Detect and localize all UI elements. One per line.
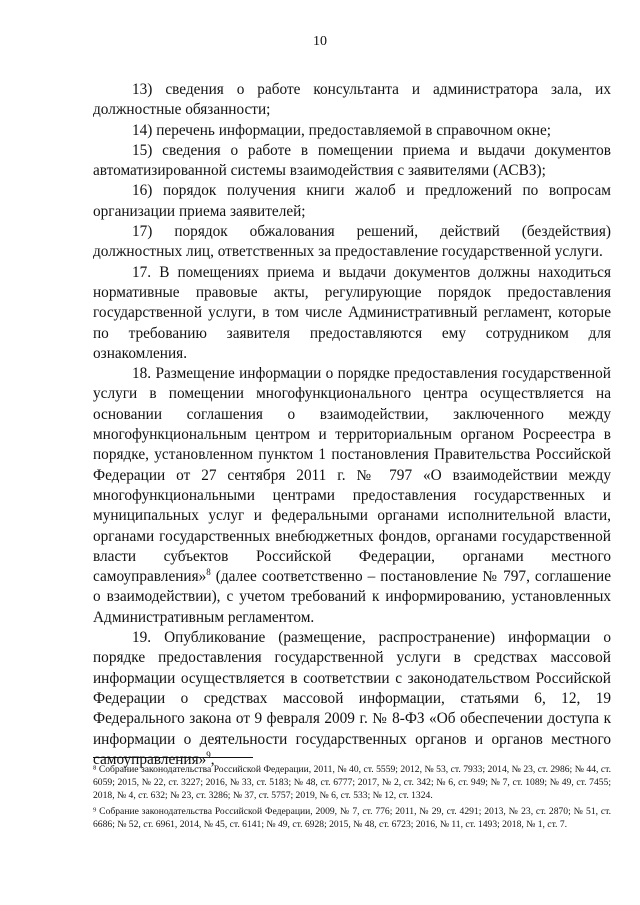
paragraph-text: 17. В помещениях приема и выдачи документов должны находиться нормативные правовые акты, регулирующие порядок предоставления государственной услуги, в том числе Административный регламент, которые по требованию заявителя предоставляются ему сотрудником для ознакомления. [93,263,611,362]
paragraph-text: 15) сведения о работе в помещении приема и выдачи документов автоматизированной системы взаимодействия с заявителями (АСВЗ); [93,141,611,180]
paragraph-clause-19 [93,628,611,770]
footnote-9: ⁹ Собрание законодательства Российской Федерации, 2009, № 7, ст. 776; 2011, № 29, ст. 4291; 2013, № 23, ст. 2870; № 51, ст. 6686; № 52, ст. 6961, 2014, № 45, ст. 6141; № 49, ст. 6928; 2015, № 48, ст. 6723; 2016, № 11, ст. 1493; 2018, № 1, ст. 7. [93,805,611,830]
paragraph-text: 16) порядок получения книги жалоб и предложений по вопросам организации приема заявителей; [93,182,611,220]
paragraph-text: 17) порядок обжалования решений, действий (бездействия) должностных лиц, ответственных за предоставление государственной услуги. [93,223,611,261]
paragraph-item-13 [93,80,611,121]
footnote-8: ⁸ Собрание законодательства Российской Федерации, 2011, № 40, ст. 5559; 2012, № 53, ст. 7933; 2014, № 23, ст. 2986; № 44, ст. 6059; 2015, № 22, ст. 3227; 2016, № 33, ст. 5183; № 48, ст. 6777; 2017, № 2, ст. 342; № 6, ст. 949; № 7, ст. 1089; № 49, ст. 7455; 2018, № 4, ст. 632; № 23, ст. 3286; № 37, ст. 5757; 2019, № 6, ст. 533; № 12, ст. 1324. [93,764,611,802]
paragraph-item-17 [93,222,611,263]
paragraph-clause-18 [93,364,611,628]
footnote-ref-8[interactable]: 8 [206,567,211,578]
paragraph-text: 13) сведения о работе консультанта и администратора зала, их должностные обязанности; [93,81,611,119]
paragraph-text: 14) перечень информации, предоставляемой в справочном окне; [132,121,552,139]
footnote-divider [93,757,253,758]
footnote-ref-9[interactable]: 9 [206,749,211,760]
body-text [93,80,611,770]
footnotes [93,763,611,833]
paragraph-text-continued: (далее соответственно – постановление № 797, соглашение о взаимодействии), с учетом требований к информированию, установленных Административным регламентом. [93,568,611,626]
paragraph-item-15 [93,141,611,182]
paragraph-item-14 [93,121,611,141]
paragraph-text: 18. Размещение информации о порядке предоставления государственной услуги в помещении многофункционального центра осуществляется на основании соглашения о взаимодействии, заключенного между многофункциональным центром и территориальным органом Росреестра в порядке, установленном пунктом 1 постановления Правительства Российской Федерации от 27 сентября 2011 г. № 797 «О взаимодействии между многофункциональными центрами предоставления государственных и муниципальных услуг и федеральными органами исполнительной власти, органами государственных внебюджетных фондов, органами государственной власти субъектов Российской Федерации, органами местного самоуправления» [93,365,611,586]
page-number: 10 [313,34,327,49]
paragraph-text: 19. Опубликование (размещение, распространение) информации о порядке предоставления государственной услуги в средствах массовой информации осуществляется в соответствии с законодательством Российской Федерации о средствах массовой информации, статьями 6, 12, 19 Федерального закона от 9 февраля 2009 г. № 8-ФЗ «Об обеспечении доступа к информации о деятельности государственных органов и органов местного самоуправления» [93,629,611,768]
paragraph-text-continued: , [210,750,215,768]
paragraph-item-16 [93,181,611,222]
paragraph-clause-17 [93,263,611,364]
